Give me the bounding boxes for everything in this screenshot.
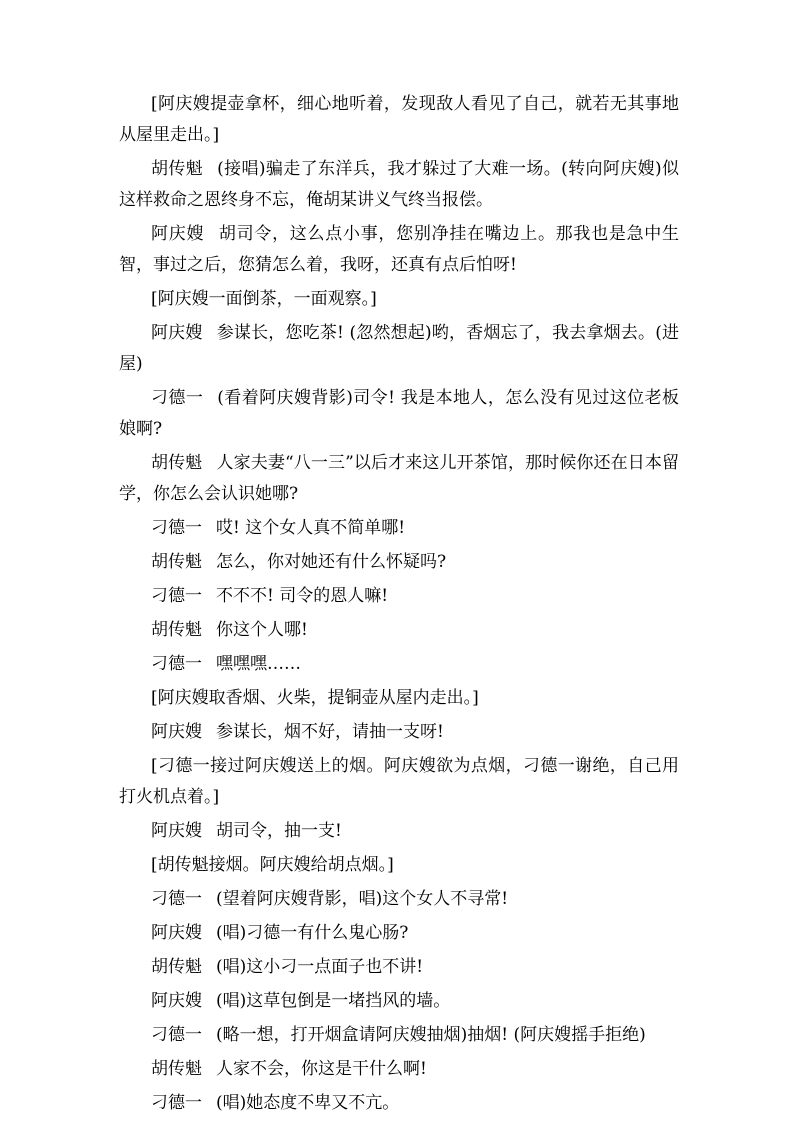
- dialogue-text: 人家不会，你这是干什么啊!: [216, 1059, 427, 1079]
- speaker-name: 胡传魁: [151, 957, 202, 977]
- dialogue-text: 嘿嘿嘿……: [216, 654, 301, 674]
- speaker-name: 阿庆嫂: [151, 821, 202, 841]
- dialogue-line: [119, 816, 679, 847]
- dialogue-line: [119, 1020, 679, 1051]
- dialogue-text: 人家夫妻“八一三”以后才来这儿开茶馆，那时候你还在日本留学，你怎么会认识她哪?: [119, 453, 680, 504]
- speaker-name: 刁德一: [151, 388, 204, 408]
- speaker-name: 胡传魁: [151, 1059, 202, 1079]
- speaker-name: 阿庆嫂: [151, 224, 205, 244]
- dialogue-text: 参谋长，烟不好，请抽一支呀!: [216, 722, 444, 742]
- speaker-name: 阿庆嫂: [151, 323, 203, 343]
- dialogue-line: [119, 383, 679, 445]
- dialogue-text: (看着阿庆嫂背影)司令! 我是本地人，怎么没有见过这位老板娘啊?: [119, 388, 679, 439]
- stage-direction: [119, 683, 679, 714]
- dialogue-text: (略一想，打开烟盒请阿庆嫂抽烟)抽烟! (阿庆嫂摇手拒绝): [216, 1025, 646, 1045]
- dialogue-text: (唱)这小刁一点面子也不讲!: [216, 957, 424, 977]
- dialogue-text: 你这个人哪!: [216, 620, 308, 640]
- dialogue-line: [119, 1088, 679, 1119]
- stage-direction-text: [阿庆嫂一面倒茶，一面观察。]: [151, 289, 377, 309]
- stage-direction: [119, 751, 679, 813]
- dialogue-text: 不不不! 司令的恩人嘛!: [216, 586, 389, 606]
- dialogue-line: [119, 952, 679, 983]
- stage-direction: [119, 89, 679, 151]
- speaker-name: 刁德一: [151, 654, 202, 674]
- dialogue-text: (接唱)骗走了东洋兵，我才躲过了大难一场。(转向阿庆嫂)似这样救命之恩终身不忘，俺胡某讲义气终当报偿。: [119, 159, 680, 210]
- script-body: [119, 89, 679, 1122]
- dialogue-text: (唱)刁德一有什么鬼心肠?: [216, 923, 409, 943]
- dialogue-line: [119, 1054, 679, 1085]
- dialogue-line: [119, 513, 679, 544]
- dialogue-line: [119, 581, 679, 612]
- speaker-name: 刁德一: [151, 889, 202, 909]
- dialogue-line: [119, 219, 679, 281]
- dialogue-text: (唱)她态度不卑又不亢。: [216, 1093, 400, 1113]
- dialogue-line: [119, 986, 679, 1017]
- speaker-name: 刁德一: [151, 586, 202, 606]
- speaker-name: 阿庆嫂: [151, 923, 202, 943]
- dialogue-line: [119, 884, 679, 915]
- dialogue-line: [119, 649, 679, 680]
- dialogue-text: (唱)这草包倒是一堵挡风的墙。: [216, 991, 451, 1011]
- dialogue-text: (望着阿庆嫂背影，唱)这个女人不寻常!: [216, 889, 509, 909]
- speaker-name: 阿庆嫂: [151, 991, 202, 1011]
- dialogue-text: 参谋长，您吃茶! (忽然想起)哟，香烟忘了，我去拿烟去。(进屋): [119, 323, 680, 374]
- dialogue-line: [119, 448, 679, 510]
- dialogue-line: [119, 318, 679, 380]
- speaker-name: 胡传魁: [151, 159, 204, 179]
- speaker-name: 刁德一: [151, 1025, 202, 1045]
- stage-direction-text: [胡传魁接烟。阿庆嫂给胡点烟。]: [151, 855, 394, 875]
- speaker-name: 刁德一: [151, 518, 202, 538]
- stage-direction: [119, 850, 679, 881]
- dialogue-line: [119, 547, 679, 578]
- dialogue-text: 哎! 这个女人真不简单哪!: [216, 518, 406, 538]
- speaker-name: 刁德一: [151, 1093, 202, 1113]
- speaker-name: 胡传魁: [151, 552, 202, 572]
- stage-direction: [119, 284, 679, 315]
- speaker-name: 胡传魁: [151, 453, 203, 473]
- stage-direction-text: [刁德一接过阿庆嫂送上的烟。阿庆嫂欲为点烟，刁德一谢绝，自己用打火机点着。]: [119, 756, 679, 807]
- dialogue-line: [119, 717, 679, 748]
- speaker-name: 胡传魁: [151, 620, 202, 640]
- stage-direction-text: [阿庆嫂取香烟、火柴，提铜壶从屋内走出。]: [151, 688, 479, 708]
- dialogue-text: 胡司令，这么点小事，您别净挂在嘴边上。那我也是急中生智，事过之后，您猜怎么着，我呀，还真有点后怕呀!: [119, 224, 680, 275]
- dialogue-line: [119, 918, 679, 949]
- stage-direction-text: [阿庆嫂提壶拿杯，细心地听着，发现敌人看见了自己，就若无其事地从屋里走出。]: [119, 94, 679, 145]
- dialogue-text: 胡司令，抽一支!: [216, 821, 342, 841]
- dialogue-line: [119, 615, 679, 646]
- dialogue-text: 怎么，你对她还有什么怀疑吗?: [216, 552, 447, 572]
- dialogue-line: [119, 154, 679, 216]
- speaker-name: 阿庆嫂: [151, 722, 202, 742]
